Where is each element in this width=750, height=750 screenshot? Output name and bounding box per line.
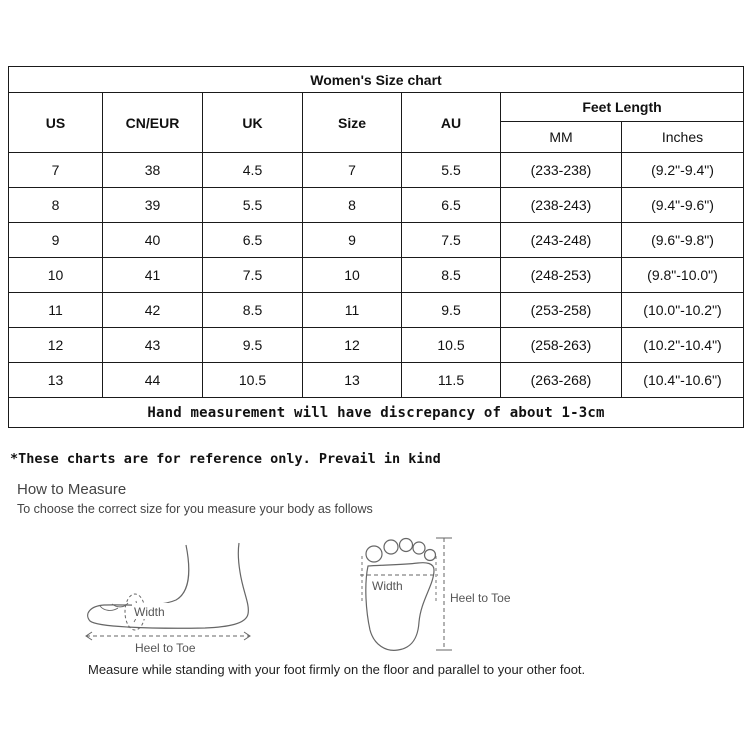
cell-au: 10.5 [402,328,501,363]
cell-uk: 5.5 [203,188,303,223]
cell-mm: (253-258) [501,293,622,328]
cell-size: 11 [303,293,402,328]
cell-mm: (238-243) [501,188,622,223]
cell-cn-eur: 42 [103,293,203,328]
cell-size: 7 [303,153,402,188]
header-feet-length: Feet Length [501,93,744,122]
measure-instruction: Measure while standing with your foot firmly on the floor and parallel to your other foot. [88,662,586,677]
cell-size: 12 [303,328,402,363]
cell-au: 11.5 [402,363,501,398]
foot-sole-view [360,538,452,650]
cell-size: 9 [303,223,402,258]
header-inches: Inches [622,122,744,153]
cell-inches: (10.2"-10.4") [622,328,744,363]
cell-cn-eur: 40 [103,223,203,258]
cell-us: 9 [9,223,103,258]
cell-size: 13 [303,363,402,398]
cell-uk: 9.5 [203,328,303,363]
header-uk: UK [203,93,303,153]
cell-us: 10 [9,258,103,293]
cell-inches: (9.4"-9.6") [622,188,744,223]
cell-cn-eur: 41 [103,258,203,293]
measurement-discrepancy-note: Hand measurement will have discrepancy of about 1-3cm [9,398,744,428]
how-to-measure-subtitle: To choose the correct size for you measure your body as follows [17,502,373,516]
header-au: AU [402,93,501,153]
cell-mm: (263-268) [501,363,622,398]
cell-uk: 6.5 [203,223,303,258]
cell-uk: 4.5 [203,153,303,188]
cell-uk: 8.5 [203,293,303,328]
cell-us: 8 [9,188,103,223]
cell-au: 6.5 [402,188,501,223]
foot-side-view [86,543,250,640]
side-heel-to-toe-label: Heel to Toe [135,641,196,655]
cell-us: 11 [9,293,103,328]
cell-inches: (9.8"-10.0") [622,258,744,293]
cell-au: 9.5 [402,293,501,328]
cell-mm: (233-238) [501,153,622,188]
cell-cn-eur: 38 [103,153,203,188]
header-us: US [9,93,103,153]
cell-mm: (248-253) [501,258,622,293]
header-cn-eur: CN/EUR [103,93,203,153]
header-size: Size [303,93,402,153]
header-mm: MM [501,122,622,153]
how-to-measure-title: How to Measure [17,481,127,498]
cell-cn-eur: 44 [103,363,203,398]
cell-au: 5.5 [402,153,501,188]
cell-cn-eur: 39 [103,188,203,223]
cell-au: 7.5 [402,223,501,258]
cell-inches: (9.2"-9.4") [622,153,744,188]
sole-width-label: Width [372,579,403,593]
chart-title: Women's Size chart [9,67,744,93]
sole-heel-to-toe-label: Heel to Toe [450,591,511,605]
cell-inches: (10.0"-10.2") [622,293,744,328]
reference-note: *These charts are for reference only. Prevail in kind [10,451,441,467]
cell-inches: (9.6"-9.8") [622,223,744,258]
cell-au: 8.5 [402,258,501,293]
cell-mm: (243-248) [501,223,622,258]
cell-size: 10 [303,258,402,293]
cell-us: 13 [9,363,103,398]
cell-inches: (10.4"-10.6") [622,363,744,398]
cell-us: 12 [9,328,103,363]
cell-mm: (258-263) [501,328,622,363]
cell-cn-eur: 43 [103,328,203,363]
side-width-label: Width [134,605,165,619]
cell-size: 8 [303,188,402,223]
cell-us: 7 [9,153,103,188]
cell-uk: 10.5 [203,363,303,398]
cell-uk: 7.5 [203,258,303,293]
